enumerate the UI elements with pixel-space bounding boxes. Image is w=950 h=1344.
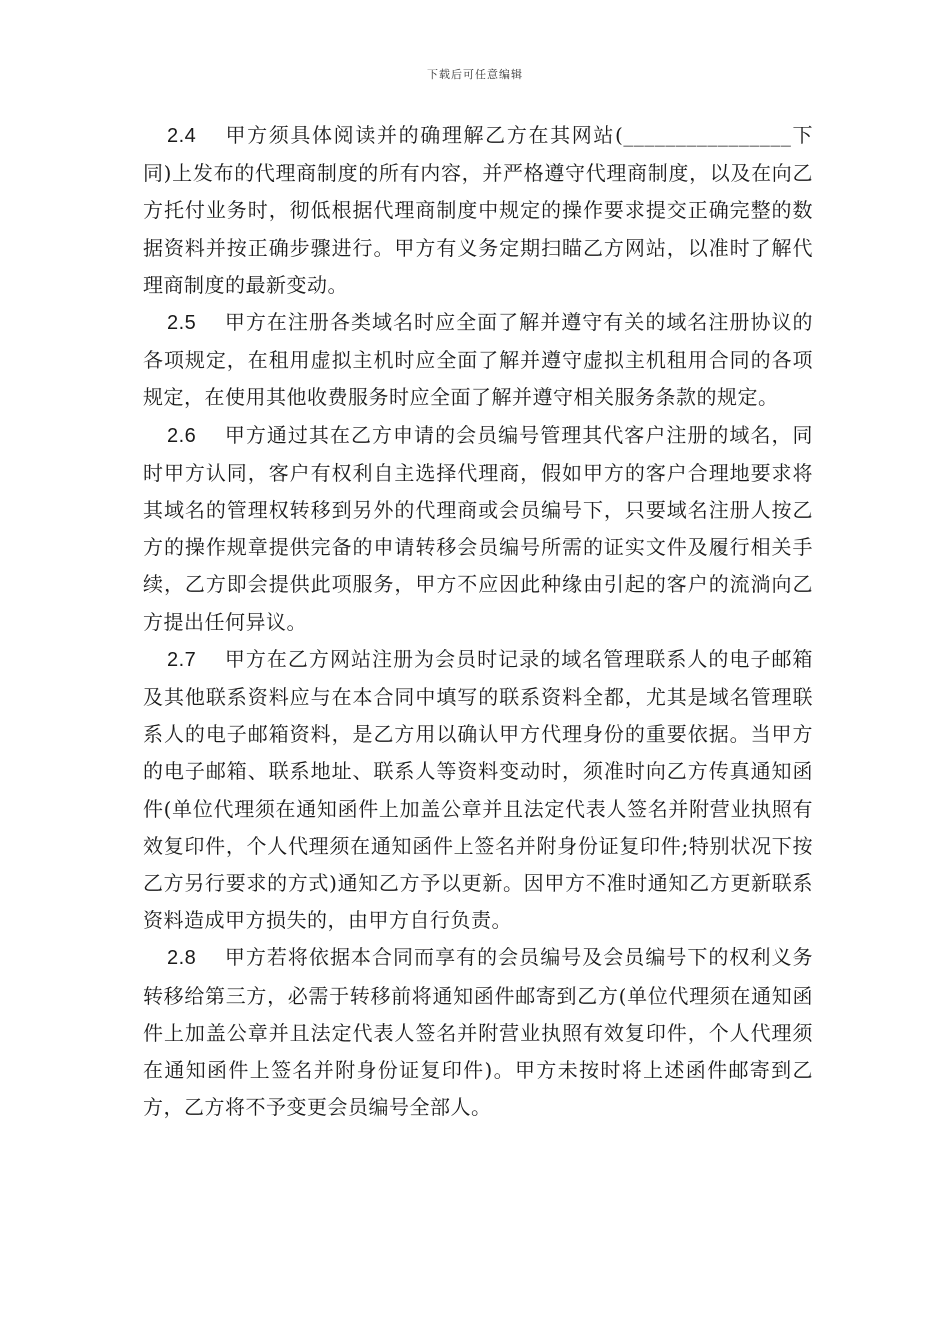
- document-body: [143, 117, 813, 1126]
- paragraph-text: 甲方须具体阅读并的确理解乙方在其网站(________________下同)上发布的代理商制度的所有内容，并严格遵守代理商制度，以及在向乙方托付业务时，彻低根据代理商制度中规定的操作要求提交正确完整的数据资料并按正确步骤进行。甲方有义务定期扫瞄乙方网站，以准时了解代理商制度的最新变动。: [143, 123, 813, 297]
- paragraph-number: 2.6: [167, 424, 197, 447]
- paragraph-2-5: [143, 304, 813, 417]
- paragraph-text: 甲方在注册各类域名时应全面了解并遵守有关的域名注册协议的各项规定，在租用虚拟主机时应全面了解并遵守虚拟主机租用合同的各项规定，在使用其他收费服务时应全面了解并遵守相关服务条款的规定。: [143, 310, 813, 410]
- paragraph-number: 2.8: [167, 947, 197, 970]
- paragraph-2-4: [143, 117, 813, 304]
- paragraph-text: 甲方通过其在乙方申请的会员编号管理其代客户注册的域名，同时甲方认同，客户有权利自主选择代理商，假如甲方的客户合理地要求将其域名的管理权转移到另外的代理商或会员编号下，只要域名注册人按乙方的操作规章提供完备的申请转移会员编号所需的证实文件及履行相关手续，乙方即会提供此项服务，甲方不应因此种缘由引起的客户的流淌向乙方提出任何异议。: [143, 422, 813, 634]
- paragraph-text: 甲方在乙方网站注册为会员时记录的域名管理联系人的电子邮箱及其他联系资料应与在本合同中填写的联系资料全都，尤其是域名管理联系人的电子邮箱资料，是乙方用以确认甲方代理身份的重要依据。当甲方的电子邮箱、联系地址、联系人等资料变动时，须准时向乙方传真通知函件(单位代理须在通知函件上加盖公章并且法定代表人签名并附营业执照有效复印件，个人代理须在通知函件上签名并附身份证复印件;特别状况下按乙方另行要求的方式)通知乙方予以更新。因甲方不准时通知乙方更新联系资料造成甲方损失的，由甲方自行负责。: [143, 646, 813, 933]
- paragraph-2-8: [143, 939, 813, 1126]
- paragraph-number: 2.5: [167, 312, 197, 335]
- paragraph-text: 甲方若将依据本合同而享有的会员编号及会员编号下的权利义务转移给第三方，必需于转移前将通知函件邮寄到乙方(单位代理须在通知函件上加盖公章并且法定代表人签名并附营业执照有效复印件，个人代理须在通知函件上签名并附身份证复印件)。甲方未按时将上述函件邮寄到乙方，乙方将不予变更会员编号全部人。: [143, 945, 813, 1120]
- paragraph-number: 2.4: [167, 125, 197, 147]
- paragraph-2-7: [143, 641, 813, 940]
- paragraph-number: 2.7: [167, 648, 197, 671]
- paragraph-2-6: [143, 417, 813, 641]
- page-header: 下载后可任意编辑: [427, 68, 523, 81]
